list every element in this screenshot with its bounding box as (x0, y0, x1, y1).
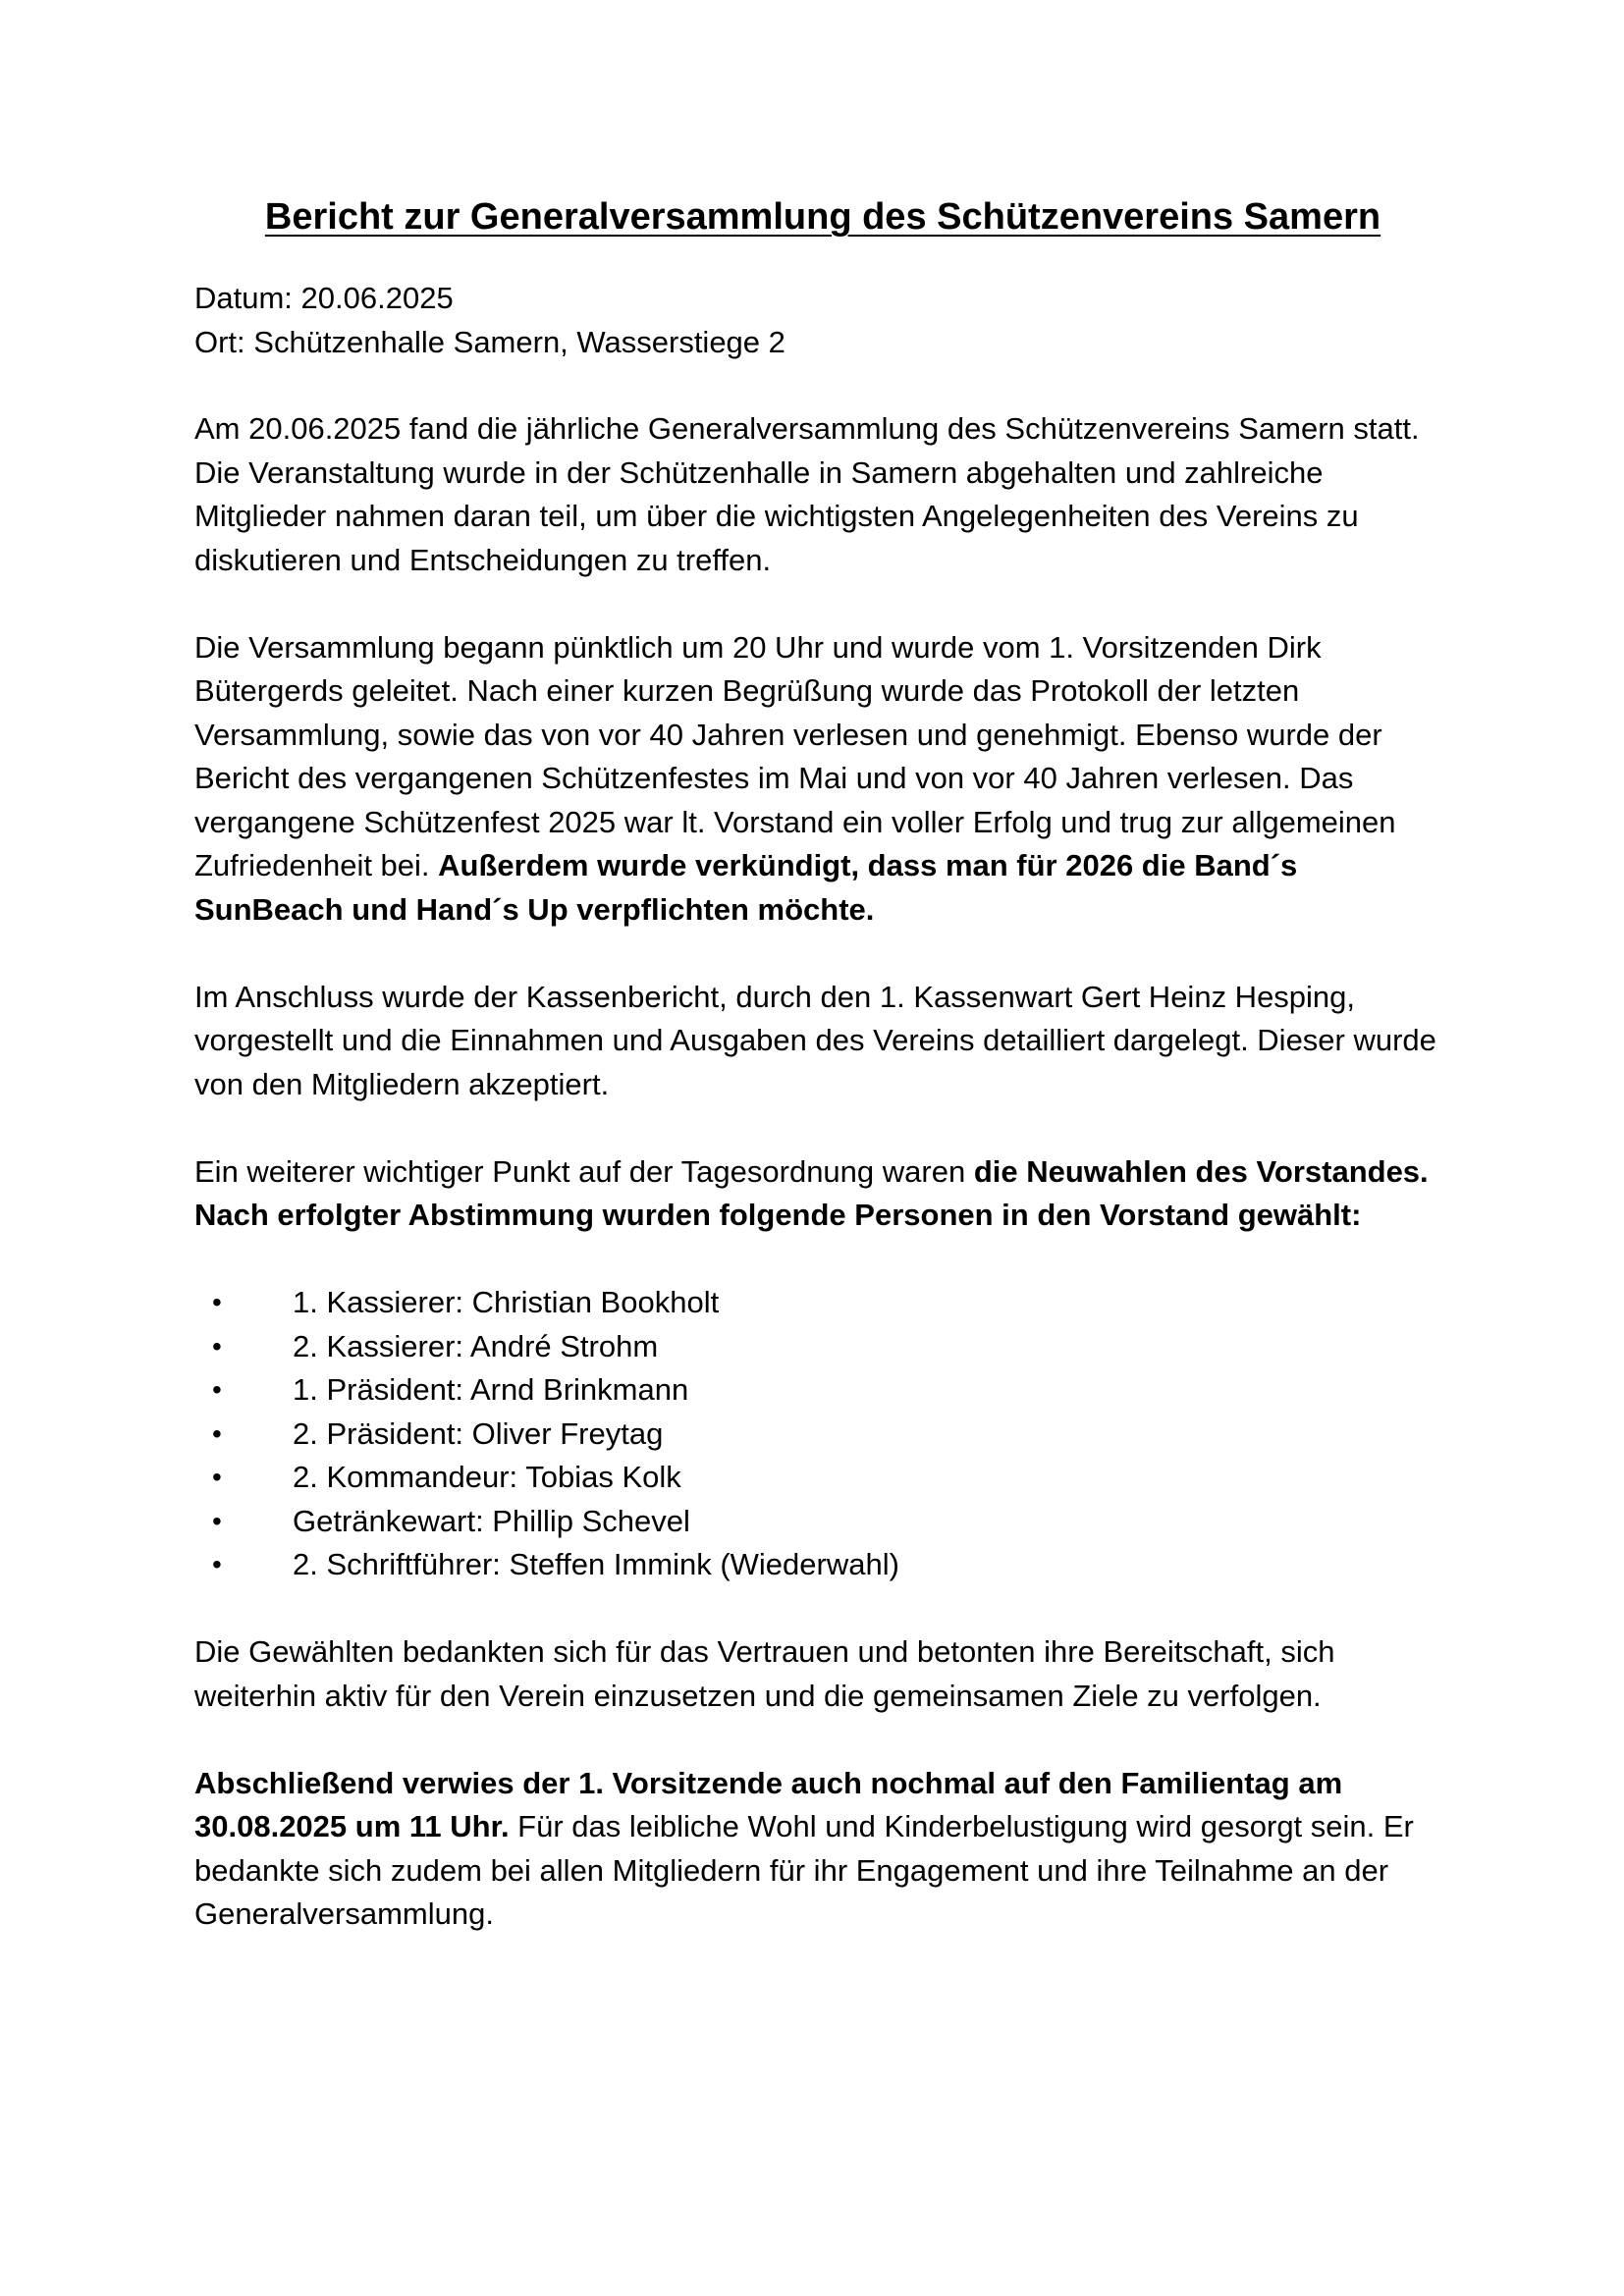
member-text: 2. Präsident: Oliver Freytag (293, 1415, 664, 1451)
elections-bold-text: die Neuwahlen des Vorstandes. Nach erfolgter Abstimmung wurden folgende Personen in den Vorstand gewählt: (194, 1153, 1429, 1232)
member-text: 2. Kommandeur: Tobias Kolk (293, 1460, 681, 1494)
member-text: 2. Kassierer: André Strohm (293, 1328, 659, 1363)
bullet-icon: • (212, 1374, 222, 1405)
list-item (194, 1500, 1451, 1544)
bullet-icon: • (212, 1287, 222, 1317)
thanks-paragraph: Die Gewählten bedankten sich für das Vertrauen und betonten ihre Bereitschaft, sich weiterhin aktiv für den Verein einzusetzen und die gemeinsamen Ziele zu verfolgen. (194, 1634, 1335, 1713)
list-item (194, 1368, 1451, 1413)
elections-paragraph (194, 1150, 1451, 1238)
meta-block (194, 277, 1451, 364)
date-line: Datum: 20.06.2025 (194, 281, 454, 315)
list-item (194, 1281, 1451, 1325)
treasury-paragraph: Im Anschluss wurde der Kassenbericht, durch den 1. Kassenwart Gert Heinz Hesping, vorgestellt und die Einnahmen und Ausgaben des Vereins detailliert dargelegt. Dieser wurde von den Mitgliedern akzeptiert. (194, 979, 1436, 1101)
bullet-icon: • (212, 1330, 222, 1362)
member-text: 2. Schriftführer: Steffen Immink (Wiederwahl) (293, 1547, 899, 1581)
list-item (194, 1325, 1451, 1369)
bullet-icon: • (212, 1505, 222, 1536)
member-text: 1. Präsident: Arnd Brinkmann (293, 1372, 689, 1407)
document-title: Bericht zur Generalversammlung des Schützenvereins Samern (264, 196, 1381, 238)
opening-paragraph (194, 626, 1451, 933)
place-line: Ort: Schützenhalle Samern, Wasserstiege 2 (194, 324, 785, 359)
list-item (194, 1413, 1451, 1457)
list-item (194, 1456, 1451, 1500)
bullet-icon: • (212, 1462, 222, 1492)
opening-text: Die Versammlung begann pünktlich um 20 Uhr und wurde vom 1. Vorsitzenden Dirk Bütergerds geleitet. Nach einer kurzen Begrüßung wurde das Protokoll der letzten Versammlung, sowie das von vor 40 Jahren verlesen und genehmigt. Ebenso wurde der Bericht des vergangenen Schützenfestes im Mai und von vor 40 Jahren verlesen. Das vergangene Schützenfest 2025 war lt. Vorstand ein voller Erfolg und trug zur allgemeinen Zufriedenheit bei. (194, 629, 1396, 882)
closing-paragraph (194, 1762, 1451, 1937)
bullet-icon: • (212, 1417, 222, 1449)
elections-text: Ein weiterer wichtiger Punkt auf der Tagesordnung waren (194, 1153, 974, 1189)
intro-paragraph: Am 20.06.2025 fand die jährliche Generalversammlung des Schützenvereins Samern statt. Die Veranstaltung wurde in der Schützenhalle in Samern abgehalten und zahlreiche Mitglieder nahmen daran teil, um über die wichtigsten Angelegenheiten des Vereins zu diskutieren und Entscheidungen zu treffen. (194, 411, 1420, 577)
list-item (194, 1543, 1451, 1587)
closing-text: Für das leibliche Wohl und Kinderbelustigung wird gesorgt sein. Er bedankte sich zudem bei allen Mitgliedern für ihr Engagement und ihre Teilnahme an der Generalversammlung. (194, 1809, 1414, 1931)
member-text: 1. Kassierer: Christian Bookholt (293, 1285, 720, 1319)
board-members-list (194, 1281, 1451, 1587)
bullet-icon: • (212, 1549, 222, 1579)
closing-bold-text: Abschließend verwies der 1. Vorsitzende auch nochmal auf den Familientag am 30.08.2025 um 11 Uhr. (194, 1765, 1343, 1843)
member-text: Getränkewart: Phillip Schevel (293, 1503, 690, 1538)
document-page (194, 192, 1451, 1980)
opening-bold-text: Außerdem wurde verkündigt, dass man für 2026 die Band´s SunBeach und Hand´s Up verpflichten möchte. (194, 848, 1298, 927)
